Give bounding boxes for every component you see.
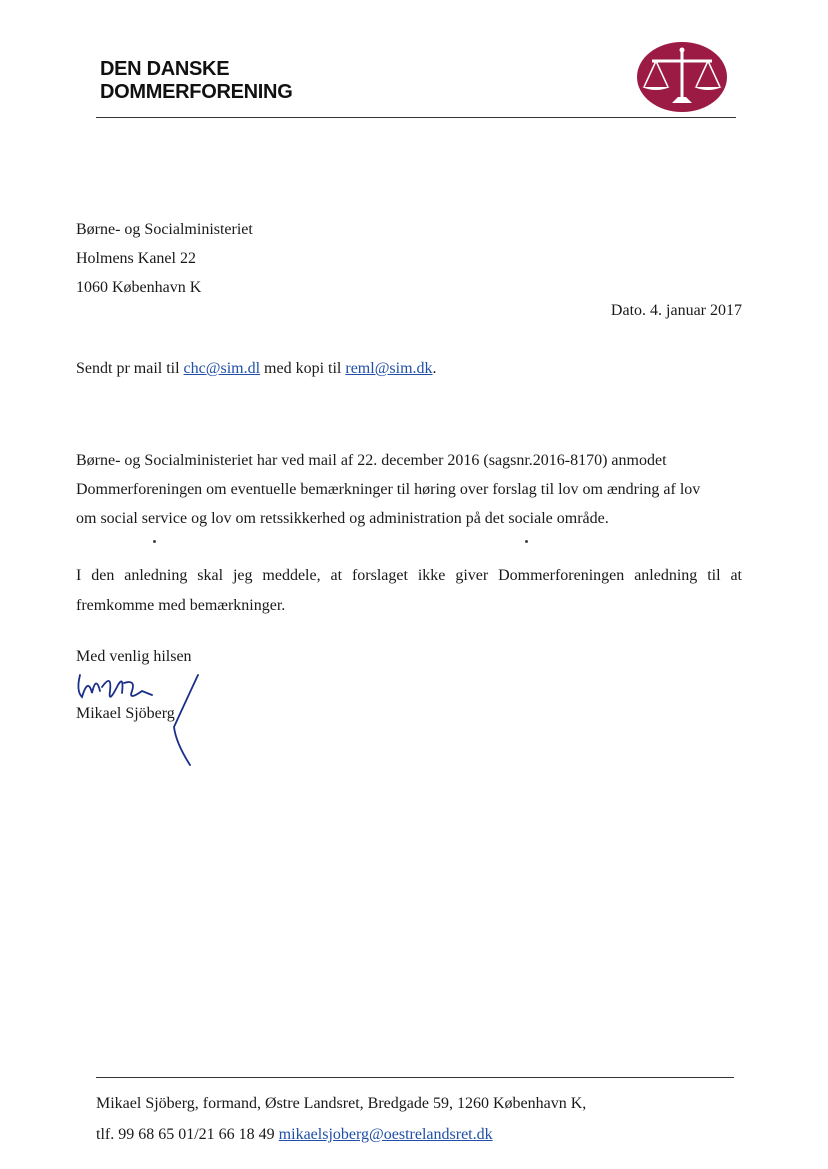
- paragraph-line: I den anledning skal jeg meddele, at forslaget ikke giver Dommerforeningen anledning til at: [76, 567, 742, 584]
- paragraph-line: Dommerforeningen om eventuelle bemærkninger til høring over forslag til lov om ændring af lov: [76, 481, 701, 498]
- scales-of-justice-icon: [636, 41, 728, 113]
- paragraph-line: Børne- og Socialministeriet har ved mail af 22. december 2016 (sagsnr.2016-8170) anmodet: [76, 452, 667, 469]
- email-link-copy[interactable]: reml@sim.dk: [345, 360, 433, 377]
- recipient-address: [76, 215, 253, 302]
- sent-line: [76, 360, 437, 378]
- email-link-primary[interactable]: chc@sim.dl: [183, 360, 261, 377]
- footer-email-link[interactable]: mikaelsjoberg@oestrelandsret.dk: [278, 1126, 493, 1143]
- footer-phone: tlf. 99 68 65 01/21 66 18 49: [96, 1126, 279, 1143]
- organization-name: [100, 58, 292, 104]
- footer-divider: [96, 1077, 734, 1078]
- recipient-name: Børne- og Socialministeriet: [76, 221, 253, 238]
- paragraph-request: [76, 446, 742, 533]
- paragraph-response: [76, 561, 742, 621]
- organization-name-line1: DEN DANSKE: [100, 58, 230, 80]
- sent-middle: med kopi til: [260, 360, 346, 377]
- organization-name-line2: DOMMERFORENING: [100, 81, 293, 103]
- stray-mark: [153, 540, 156, 543]
- footer-address: Mikael Sjöberg, formand, Østre Landsret, Bredgade 59, 1260 København K,: [96, 1095, 587, 1112]
- paragraph-line: fremkomme med bemærkninger.: [76, 597, 286, 614]
- sent-suffix: .: [432, 360, 437, 377]
- paragraph-line: om social service og lov om retssikkerhed og administration på det sociale område.: [76, 510, 609, 527]
- footer: [96, 1088, 586, 1150]
- handwritten-signature: [66, 665, 206, 770]
- letter-date: Dato. 4. januar 2017: [610, 302, 742, 319]
- footer-contact: [96, 1119, 586, 1150]
- recipient-city: 1060 København K: [76, 279, 202, 296]
- sent-prefix: Sendt pr mail til: [76, 360, 184, 377]
- recipient-street: Holmens Kanel 22: [76, 250, 196, 267]
- stray-mark: [525, 540, 528, 543]
- signer-name: Mikael Sjöberg: [76, 705, 175, 722]
- closing-salutation: Med venlig hilsen: [76, 648, 192, 665]
- header-divider: [96, 117, 736, 118]
